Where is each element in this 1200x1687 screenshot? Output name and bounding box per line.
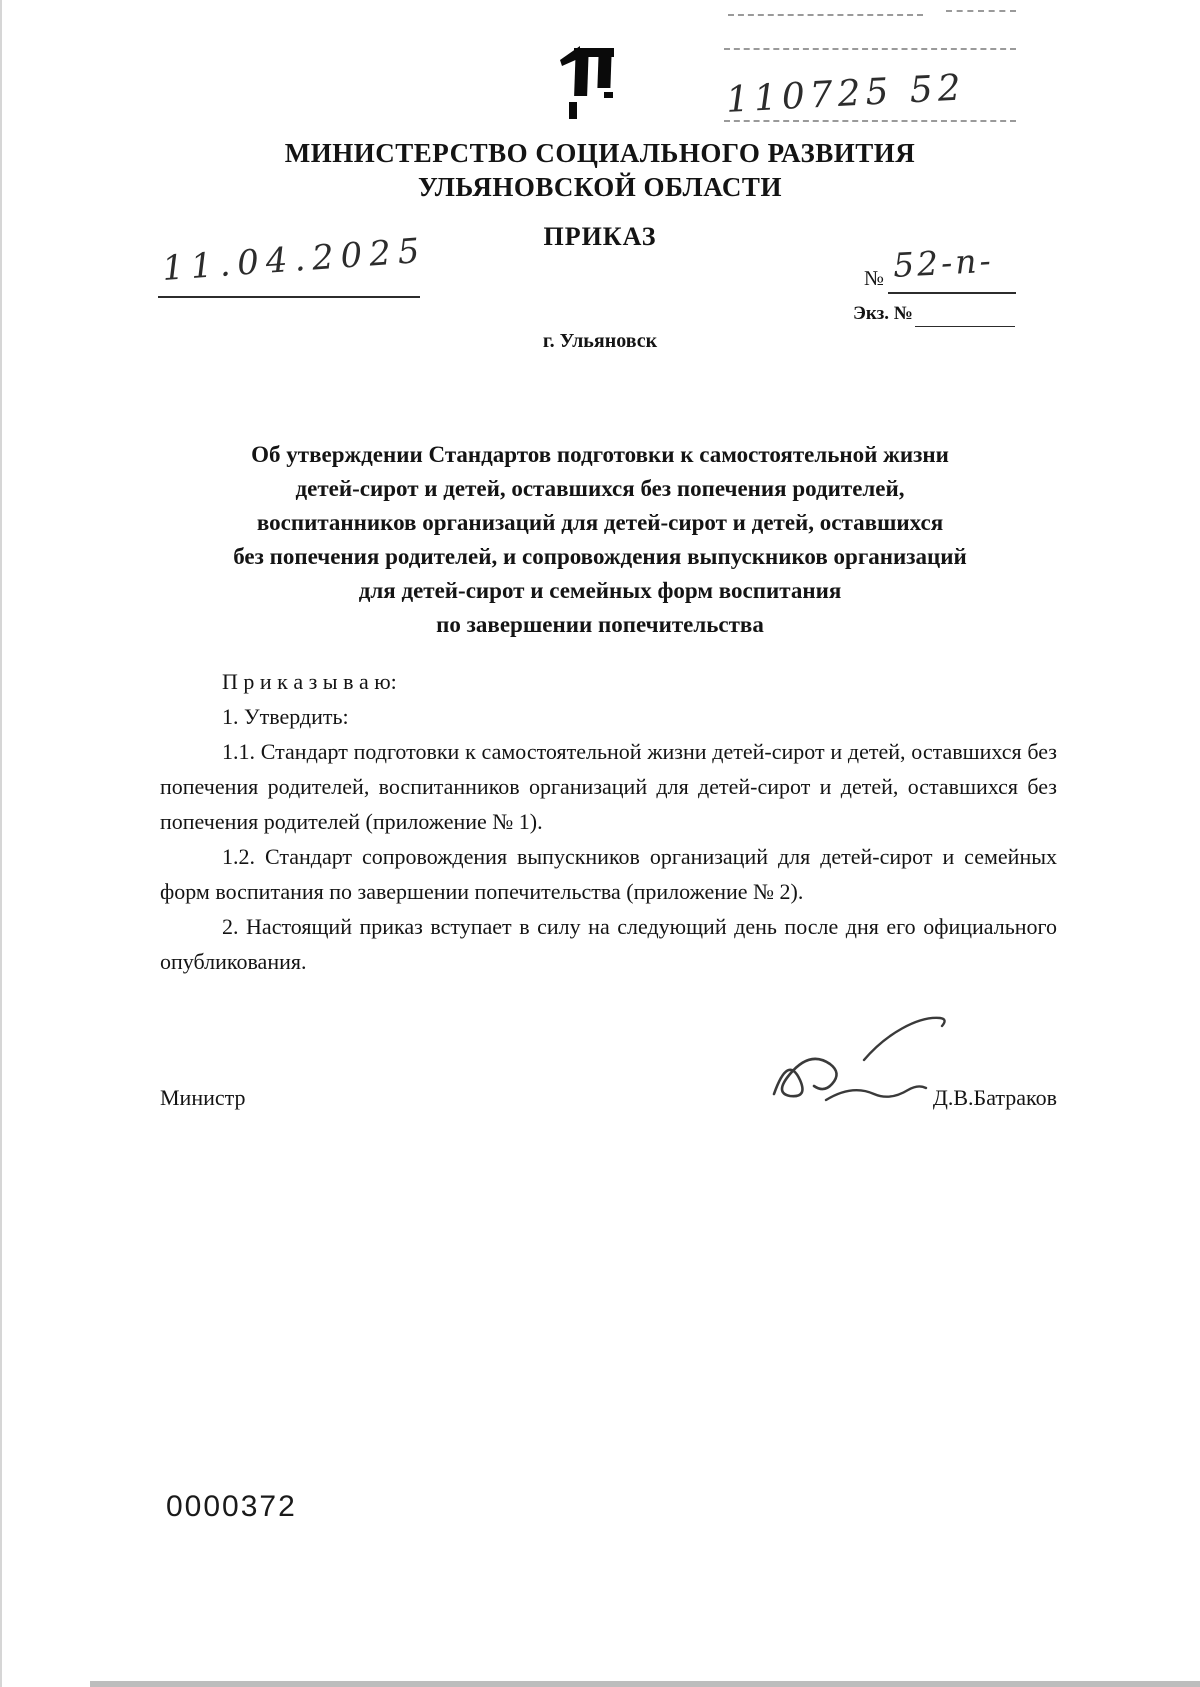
stamp-dashed-line [724, 48, 1016, 50]
title-line: без попечения родителей, и сопровождения выпускников организаций [233, 544, 967, 569]
body-paragraph: 1.2. Стандарт сопровождения выпускников организаций для детей-сирот и семейных форм воспитания по завершении попечительства (приложение № 2). [160, 844, 1057, 904]
org-name-line1: МИНИСТЕРСТВО СОЦИАЛЬНОГО РАЗВИТИЯ [284, 138, 916, 168]
number-label: № [864, 266, 885, 290]
stamp-dashed-line [724, 120, 1016, 122]
body-paragraph: П р и к а з ы в а ю: [222, 669, 397, 694]
signature-row [160, 1085, 1057, 1111]
stamp-dashed-line [946, 10, 1016, 12]
stamp-handwriting: 110725 52 [725, 67, 967, 121]
copy-number-underline [915, 326, 1015, 327]
date-underline [158, 296, 420, 298]
title-line: по завершении попечительства [436, 612, 764, 637]
registration-stamp-number: 0000372 [166, 1490, 297, 1523]
doc-type-heading: ПРИКАЗ [543, 222, 657, 251]
document-title [120, 438, 1080, 642]
scan-edge-bottom [90, 1681, 1200, 1687]
city-label: г. Ульяновск [542, 330, 658, 352]
date-handwriting: 11.04.2025 [160, 230, 428, 290]
number-handwriting: 52-п- [892, 240, 995, 285]
coat-of-arms-icon [552, 42, 630, 122]
stamp-dashed-line [728, 14, 923, 16]
org-name [0, 136, 1200, 204]
number-underline [888, 292, 1016, 294]
scan-edge-left [0, 0, 2, 1687]
title-line: воспитанников организаций для детей-сирот и детей, оставшихся [256, 510, 944, 535]
body-paragraph: 1. Утвердить: [222, 704, 349, 729]
signer-name: Д.В.Батраков [932, 1085, 1057, 1110]
body-paragraph: 2. Настоящий приказ вступает в силу на следующий день после дня его официального опубликования. [160, 914, 1057, 974]
title-line: Об утверждении Стандартов подготовки к самостоятельной жизни [251, 442, 949, 467]
org-name-line2: УЛЬЯНОВСКОЙ ОБЛАСТИ [418, 172, 782, 202]
signer-position: Министр [160, 1085, 246, 1110]
document-body [160, 664, 1057, 979]
title-line: для детей-сирот и семейных форм воспитания [358, 578, 842, 603]
body-paragraph: 1.1. Стандарт подготовки к самостоятельной жизни детей-сирот и детей, оставшихся без попечения родителей, воспитанников организаций для детей-сирот и детей, оставшихся без попечения родителей (приложение № 1). [160, 739, 1057, 834]
copy-number-label: Экз. № [853, 303, 913, 324]
title-line: детей-сирот и детей, оставшихся без попечения родителей, [295, 476, 905, 501]
